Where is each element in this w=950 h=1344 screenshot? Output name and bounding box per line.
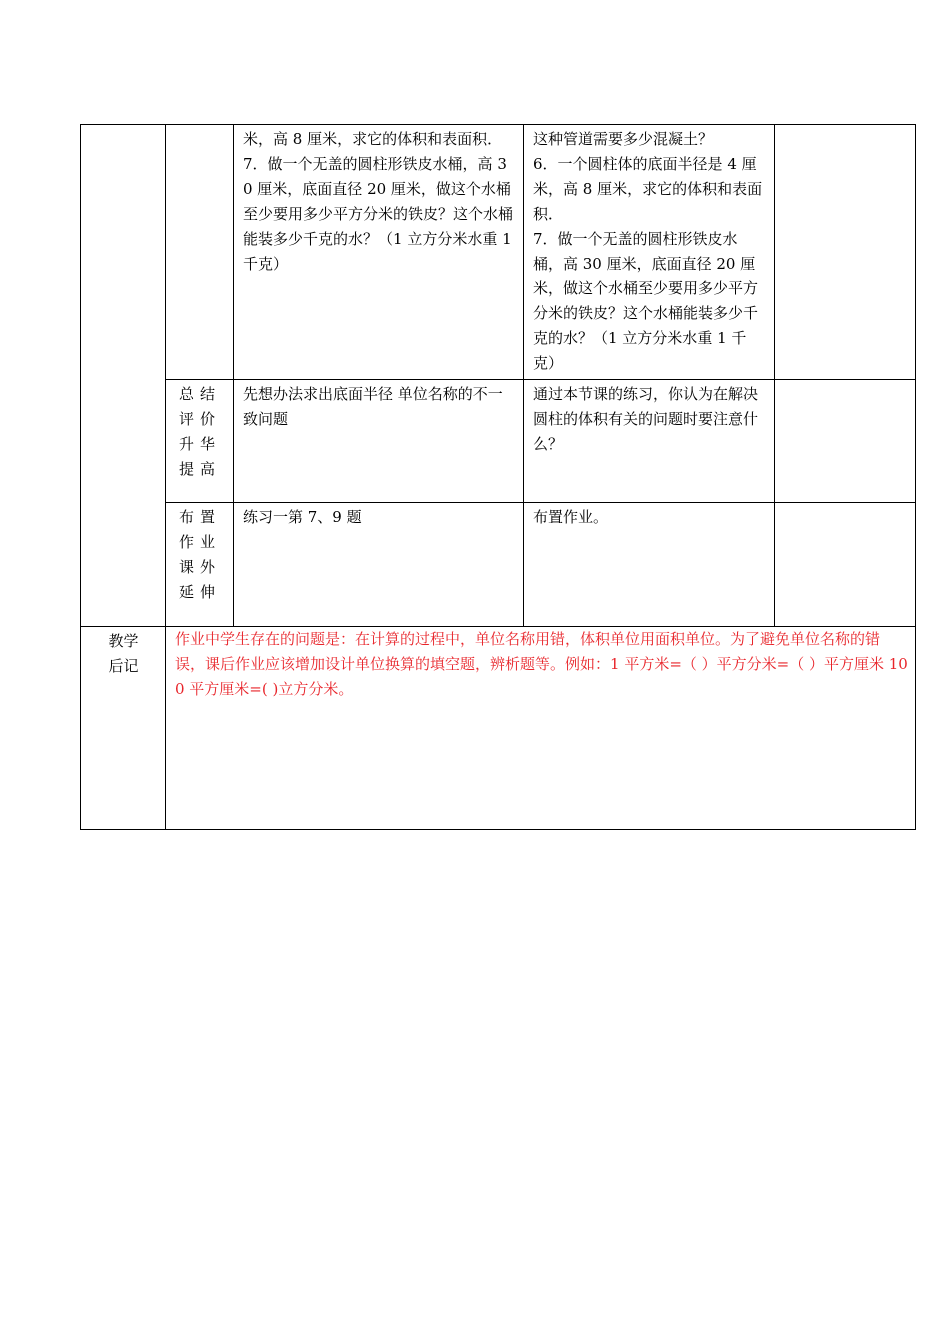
lesson-plan-table — [80, 124, 916, 830]
design-intent-cell-blank — [775, 125, 916, 380]
section-cell-blank — [81, 125, 166, 627]
student-text-line: 6．一个圆柱体的底面半径是 4 厘米，高 8 厘米，求它的体积和表面积． — [533, 154, 763, 223]
student-activity-cell: 布置作业。 — [524, 503, 775, 627]
teacher-text-line: 7．做一个无盖的圆柱形铁皮水桶，高 30 厘米，底面直径 20 厘米，做这个水桶至少要用多少平方分米的铁皮？这个水桶能装多少千克的水？（1 立方分米水重 1 千克） — [243, 154, 514, 273]
stage-label-summary: 总结 评价 升华 提高 — [166, 380, 234, 503]
student-activity-cell: 通过本节课的练习，你认为在解决圆柱的体积有关的问题时要注意什么？ — [524, 380, 775, 503]
section-label-reflection: 教学 后记 — [81, 627, 166, 830]
teacher-activity-cell: 先想办法求出底面半径 单位名称的不一致问题 — [234, 380, 524, 503]
reflection-row — [81, 627, 916, 830]
homework-row — [81, 503, 916, 627]
teacher-text-line: 米，高 8 厘米，求它的体积和表面积． — [243, 130, 503, 148]
student-activity-cell — [524, 125, 775, 380]
summary-row — [81, 380, 916, 503]
teacher-activity-cell — [234, 125, 524, 380]
student-text-line: 这种管道需要多少混凝土？ — [533, 130, 714, 148]
stage-label-homework: 布置 作业 课外 延伸 — [166, 503, 234, 627]
reflection-notes: 作业中学生存在的问题是：在计算的过程中，单位名称用错，体积单位用面积单位。为了避免单位名称的错误，课后作业应该增加设计单位换算的填空题，辨析题等。例如：1 平方米=（ ）平方分米=（ ）平方厘米 100 平方厘米=( )立方分米。 — [166, 627, 916, 830]
stage-cell-blank — [166, 125, 234, 380]
design-intent-cell-blank — [775, 503, 916, 627]
exercises-row — [81, 125, 916, 380]
student-text-line: 7．做一个无盖的圆柱形铁皮水桶，高 30 厘米，底面直径 20 厘米，做这个水桶至少要用多少平方分米的铁皮？这个水桶能装多少千克的水？（1 立方分米水重 1 千克） — [533, 229, 759, 373]
design-intent-cell-blank — [775, 380, 916, 503]
teacher-activity-cell: 练习一第 7、9 题 — [234, 503, 524, 627]
